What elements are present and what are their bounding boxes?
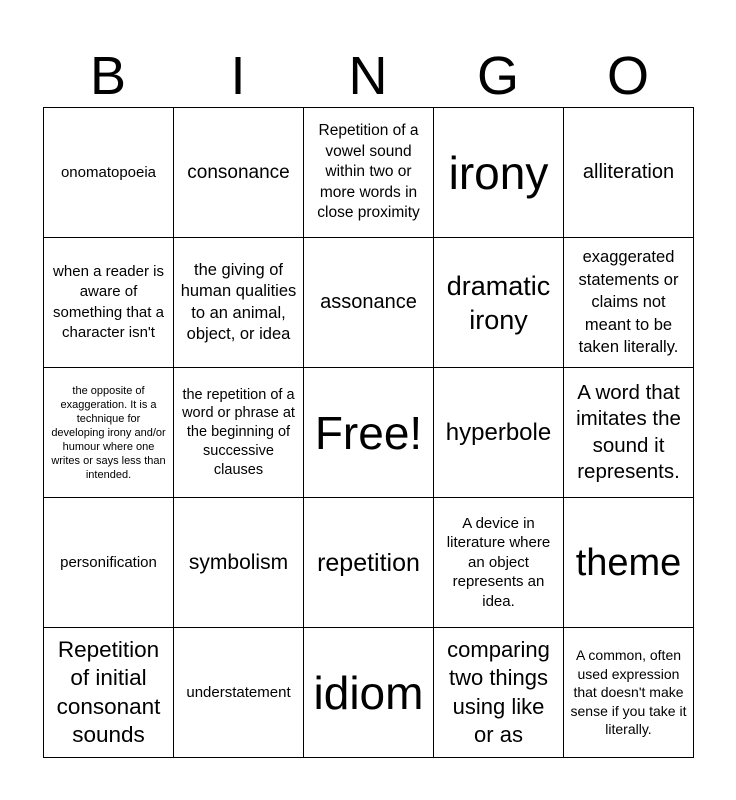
cell-text: the opposite of exaggeration. It is a technique for developing irony and/or humour where one writes or says less than intended. (51, 384, 166, 481)
bingo-cell[interactable] (434, 628, 564, 758)
bingo-cell[interactable] (304, 368, 434, 498)
bingo-cell[interactable] (44, 238, 174, 368)
bingo-cell[interactable] (304, 498, 434, 628)
cell-text: theme (575, 541, 682, 584)
cell-text: idiom (313, 666, 424, 719)
bingo-cell[interactable] (564, 108, 694, 238)
cell-text: the repetition of a word or phrase at the beginning of successive clauses (182, 386, 295, 478)
bingo-cell[interactable] (174, 498, 304, 628)
bingo-cell[interactable] (434, 108, 564, 238)
bingo-cell[interactable] (174, 108, 304, 238)
bingo-cell[interactable] (564, 238, 694, 368)
bingo-cell[interactable] (304, 108, 434, 238)
cell-text: onomatopoeia (60, 164, 157, 181)
cell-text: Repetition of a vowel sound within two or more words in close proximity (317, 122, 420, 222)
cell-text: the giving of human qualities to an animal, object, or idea (180, 260, 297, 343)
cell-text: exaggerated statements or claims not meant to be taken literally. (578, 248, 679, 357)
cell-text: repetition (317, 548, 420, 577)
cell-text: dramatic irony (446, 270, 551, 335)
bingo-cell[interactable] (434, 498, 564, 628)
bingo-cell[interactable] (174, 368, 304, 498)
header-letter-g: G (476, 46, 519, 106)
cell-text: understatement (186, 684, 291, 701)
cell-text: personification (60, 554, 157, 571)
bingo-cell[interactable] (44, 498, 174, 628)
cell-text: irony (448, 146, 549, 199)
cell-text: alliteration (582, 161, 675, 183)
bingo-cell[interactable] (434, 368, 564, 498)
bingo-cell[interactable] (564, 368, 694, 498)
bingo-card-grid (43, 107, 694, 758)
header-letter-o: O (606, 46, 649, 106)
header-letter-n: N (348, 46, 388, 106)
bingo-cell[interactable] (564, 498, 694, 628)
bingo-cell[interactable] (304, 628, 434, 758)
header-letter-b: B (89, 46, 127, 106)
header-letter-i: I (230, 46, 246, 106)
cell-text: A device in literature where an object represents an idea. (446, 514, 551, 610)
cell-text: Repetition of initial consonant sounds (56, 636, 161, 747)
cell-text: hyperbole (445, 418, 552, 446)
bingo-header (43, 44, 693, 108)
cell-text: assonance (320, 291, 417, 313)
bingo-cell[interactable] (174, 628, 304, 758)
cell-text: A word that imitates the sound it represents. (576, 380, 681, 483)
bingo-cell[interactable] (44, 108, 174, 238)
cell-text: when a reader is aware of something that a character isn't (53, 262, 164, 341)
cell-text: Free! (314, 406, 423, 459)
bingo-cell[interactable] (44, 628, 174, 758)
cell-text: A common, often used expression that doesn't make sense if you take it literally. (570, 647, 687, 738)
bingo-cell[interactable] (174, 238, 304, 368)
bingo-cell[interactable] (44, 368, 174, 498)
bingo-cell[interactable] (434, 238, 564, 368)
bingo-cell[interactable] (564, 628, 694, 758)
cell-text: comparing two things using like or as (447, 636, 550, 747)
cell-text: symbolism (188, 550, 289, 574)
bingo-cell[interactable] (304, 238, 434, 368)
cell-text: consonance (187, 161, 290, 183)
